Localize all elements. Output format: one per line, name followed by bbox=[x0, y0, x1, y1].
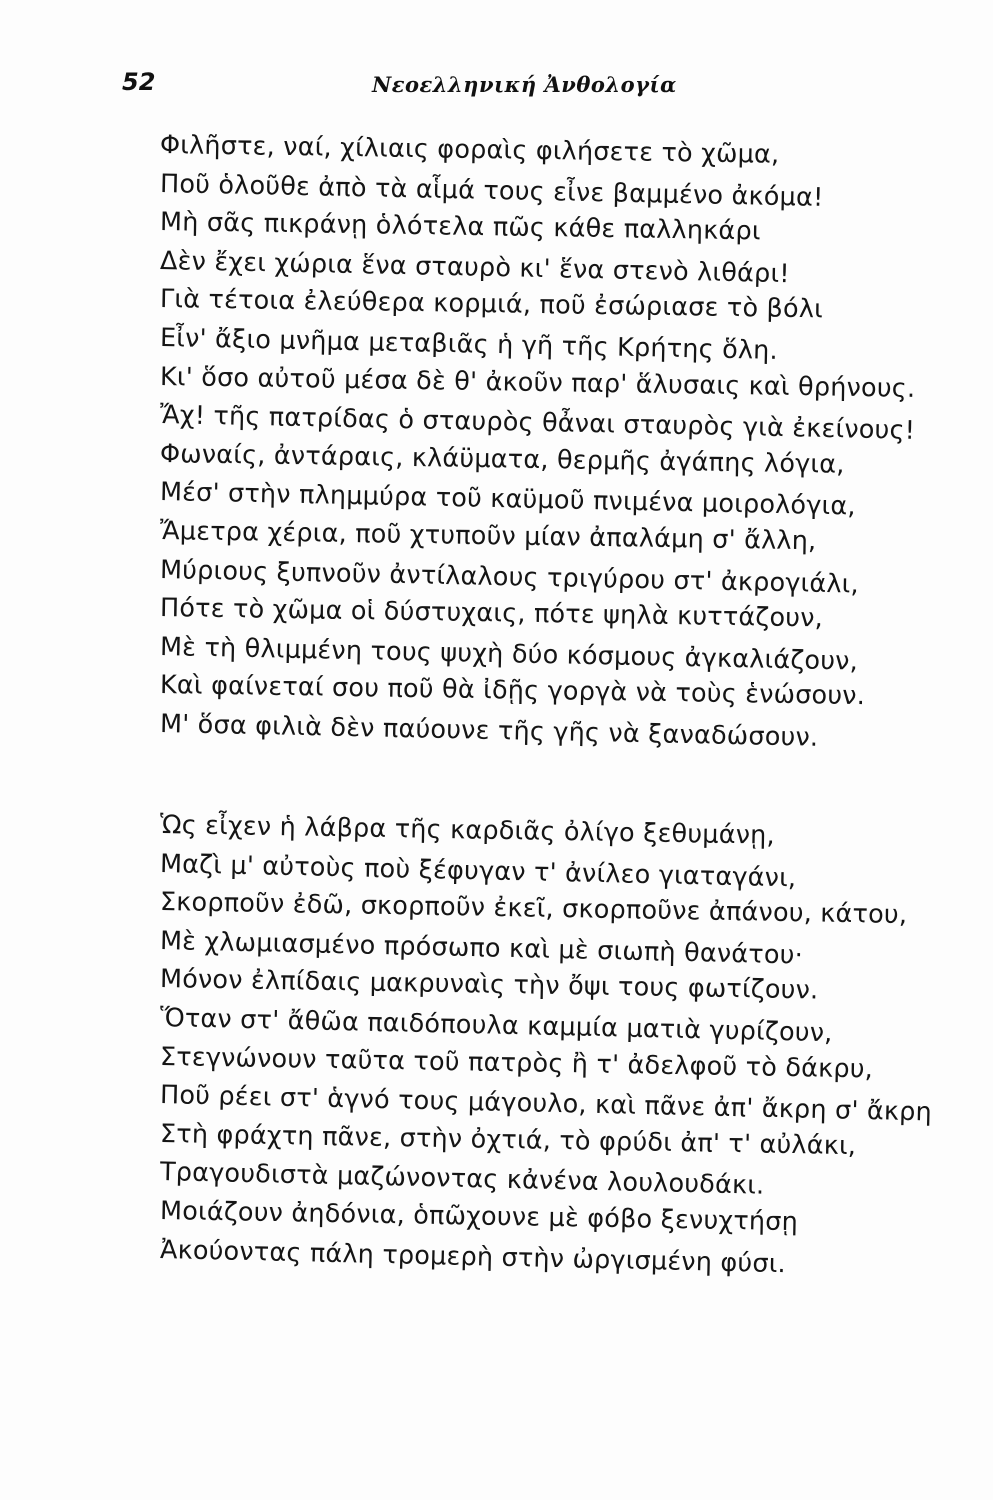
verse-line: Εἶν' ἄξιο μνῆμα μεταβιᾶς ἡ γῆ τῆς Κρήτης ὅλη. bbox=[159, 322, 779, 366]
verse-line: Ὅταν στ' ἄθῶα παιδόπουλα καμμία ματιὰ γυρίζουν, bbox=[159, 1002, 833, 1049]
verse-line: Ποῦ ὁλοῦθε ἀπὸ τὰ αἷμά τους εἶνε βαμμένο ἀκόμα! bbox=[159, 168, 824, 213]
verse-line: Καὶ φαίνεταί σου ποῦ θὰ ἰδῇς γοργὰ νὰ τοὺς ἑνώσουν. bbox=[159, 670, 866, 712]
verse-line: Στεγνώνουν ταῦτα τοῦ πατρὸς ἢ τ' ἀδελφοῦ τὸ δάκρυ, bbox=[159, 1041, 874, 1085]
verse-line: Μύριους ξυπνοῦν ἀντίλαλους τριγύρου στ' ἀκρογιάλι, bbox=[159, 554, 860, 600]
page-header bbox=[0, 62, 993, 102]
verse-line: Πότε τὸ χῶμα οἱ δύστυχαις, πότε ψηλὰ κυττάζουν, bbox=[159, 593, 824, 634]
stanza-2 bbox=[159, 806, 933, 1279]
verse-line: Ποῦ ρέει στ' ἁγνό τους μάγουλο, καὶ πᾶνε ἀπ' ἄκρη σ' ἄκρη bbox=[159, 1080, 933, 1128]
running-title: Νεοελληνική Ἀνθολογία bbox=[372, 72, 677, 97]
verse-line: Φωναίς, ἀντάραις, κλάϋματα, θερμῆς ἀγάπης λόγια, bbox=[159, 438, 845, 480]
verse-line: Τραγουδιστὰ μαζώνοντας κἀνένα λουλουδάκι. bbox=[159, 1157, 765, 1202]
verse-line: Φιλῆστε, ναί, χίλιαις φοραὶς φιλήσετε τὸ χῶμα, bbox=[159, 130, 780, 170]
verse-line: Ἀκούοντας πάλη τρομερὴ στὴν ὠργισμένη φύσι. bbox=[159, 1234, 787, 1279]
verse-line: Δὲν ἔχει χώρια ἕνα σταυρὸ κι' ἕνα στενὸ λιθάρι! bbox=[159, 245, 791, 289]
verse-line: Ὡς εἶχεν ἡ λάβρα τῆς καρδιᾶς ὀλίγο ξεθυμάνῃ, bbox=[159, 810, 776, 851]
verse-line: Γιὰ τέτοια ἐλεύθερα κορμιά, ποῦ ἐσώριασε τὸ βόλι bbox=[159, 284, 824, 325]
verse-line: Μὲ χλωμιασμένο πρόσωπο καὶ μὲ σιωπὴ θανάτου· bbox=[159, 925, 804, 971]
verse-line: Στὴ φράχτη πᾶνε, στὴν ὀχτιά, τὸ φρύδι ἀπ' τ' αὐλάκι, bbox=[159, 1118, 857, 1161]
page-number: 52 bbox=[122, 68, 156, 96]
verse-line: Μὲ τὴ θλιμμένη τους ψυχὴ δύο κόσμους ἀγκαλιάζουν, bbox=[159, 631, 859, 677]
verse-line: Ἄχ! τῆς πατρίδας ὁ σταυρὸς θἆναι σταυρὸς γιὰ ἐκείνους! bbox=[159, 400, 916, 446]
verse-line: Μέσ' στὴν πλημμύρα τοῦ καϋμοῦ πνιμένα μοιρολόγια, bbox=[159, 477, 857, 522]
stanza-1 bbox=[159, 126, 920, 753]
verse-line: Ἄμετρα χέρια, ποῦ χτυποῦν μίαν ἀπαλάμη σ' ἄλλη, bbox=[159, 515, 817, 557]
verse-line: Μόνον ἐλπίδαις μακρυναὶς τὴν ὄψι τους φωτίζουν. bbox=[159, 964, 819, 1006]
verse-line: Μοιάζουν ἀηδόνια, ὁπῶχουνε μὲ φόβο ξενυχτήσῃ bbox=[159, 1195, 799, 1238]
verse-line: Σκορποῦν ἐδῶ, σκορποῦν ἐκεῖ, σκορποῦνε ἀπάνου, κάτου, bbox=[159, 887, 908, 931]
verse-line: Μὴ σᾶς πικράνῃ ὁλότελα πῶς κάθε παλληκάρι bbox=[159, 207, 761, 247]
verse-line: Κι' ὅσο αὐτοῦ μέσα δὲ θ' ἀκοῦν παρ' ἅλυσαις καὶ θρήνους. bbox=[159, 361, 916, 404]
verse-line: Μ' ὅσα φιλιὰ δὲν παύουνε τῆς γῆς νὰ ξαναδώσουν. bbox=[159, 708, 819, 753]
verse-line: Μαζὶ μ' αὐτοὺς ποὺ ξέφυγαν τ' ἀνίλεο γιαταγάνι, bbox=[159, 848, 797, 894]
